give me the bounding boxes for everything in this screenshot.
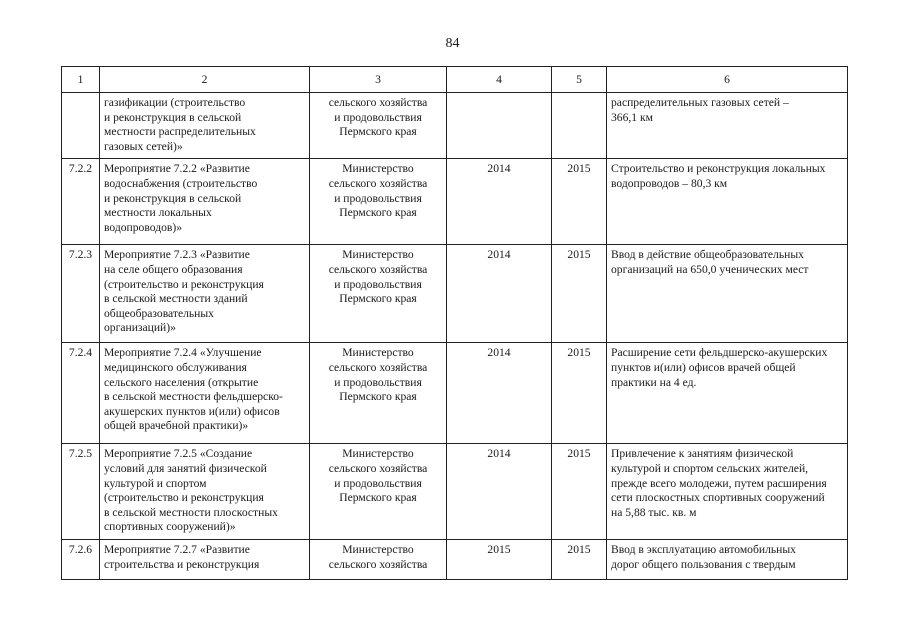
executor-line: Министерство [342, 248, 414, 262]
end-year-cell [552, 93, 607, 159]
executor-cell [310, 343, 447, 444]
expected-result-line: Строительство и реконструкция локальных [611, 162, 826, 176]
end-year-cell: 2015 [552, 159, 607, 245]
executor-cell [310, 245, 447, 343]
activity-name-line: общей врачебной практики)» [104, 419, 249, 433]
column-header: 3 [310, 67, 447, 93]
activity-name-line: общеобразовательных [104, 306, 214, 320]
activity-name-line: Мероприятие 7.2.7 «Развитие [104, 543, 250, 557]
start-year-cell: 2014 [447, 343, 552, 444]
expected-result-line: водопроводов – 80,3 км [611, 176, 728, 190]
activity-name-line: местности распределительных [104, 125, 256, 139]
end-year-cell: 2015 [552, 444, 607, 540]
activity-name-cell [100, 159, 310, 245]
activity-name-cell [100, 444, 310, 540]
activity-name-line: культурой и спортом [104, 476, 207, 490]
executor-line: Министерство [342, 346, 414, 360]
column-header: 2 [100, 67, 310, 93]
activity-name-line: Мероприятие 7.2.5 «Создание [104, 447, 253, 461]
table-row [62, 93, 848, 159]
start-year-cell [447, 93, 552, 159]
expected-result-cell [607, 343, 848, 444]
column-header: 1 [62, 67, 100, 93]
activity-name-line: газовых сетей)» [104, 139, 183, 153]
expected-result-cell [607, 245, 848, 343]
executor-line: Пермского края [339, 292, 417, 306]
page-number: 84 [445, 36, 460, 51]
table-row [62, 444, 848, 540]
activity-name-line: и реконструкция в сельской [104, 191, 242, 205]
executor-cell [310, 159, 447, 245]
activity-name-line: организаций)» [104, 321, 176, 335]
activity-name-line: на селе общего образования [104, 262, 243, 276]
activity-name-line: Мероприятие 7.2.4 «Улучшение [104, 346, 262, 360]
activities-table [61, 66, 848, 580]
activity-name-line: водоснабжения (строительство [104, 176, 258, 190]
expected-result-line: организаций на 650,0 ученических мест [611, 262, 809, 276]
table-row [62, 540, 848, 580]
executor-line: Министерство [342, 543, 414, 557]
executor-line: Пермского края [339, 125, 417, 139]
executor-line: и продовольствия [334, 191, 422, 205]
item-number-cell: 7.2.4 [62, 343, 100, 444]
item-number-cell: 7.2.3 [62, 245, 100, 343]
executor-line: сельского хозяйства [328, 262, 428, 276]
activity-name-line: в сельской местности зданий [104, 292, 248, 306]
start-year-cell: 2014 [447, 159, 552, 245]
item-number-cell [62, 93, 100, 159]
activity-name-cell [100, 245, 310, 343]
activity-name-line: местности локальных [104, 206, 212, 220]
end-year-cell: 2015 [552, 540, 607, 580]
activity-name-line: (строительство и реконструкция [104, 491, 264, 505]
expected-result-line: на 5,88 тыс. кв. м [611, 505, 697, 519]
executor-line: сельского хозяйства [328, 360, 428, 374]
expected-result-line: прежде всего молодежи, путем расширения [611, 476, 827, 490]
activity-name-line: сельского населения (открытие [104, 375, 259, 389]
expected-result-cell [607, 159, 848, 245]
item-number-cell: 7.2.5 [62, 444, 100, 540]
column-header: 6 [607, 67, 848, 93]
activity-name-line: спортивных сооружений)» [104, 520, 236, 534]
table-row [62, 343, 848, 444]
executor-cell [310, 444, 447, 540]
activity-name-line: в сельской местности плоскостных [104, 505, 278, 519]
table-row [62, 159, 848, 245]
expected-result-line: Ввод в действие общеобразовательных [611, 248, 804, 262]
expected-result-line: Ввод в эксплуатацию автомобильных [611, 543, 796, 557]
activity-name-cell [100, 343, 310, 444]
item-number-cell: 7.2.6 [62, 540, 100, 580]
activity-name-line: газификации (строительство [104, 96, 246, 109]
executor-line: Пермского края [339, 206, 417, 220]
expected-result-line: сети плоскостных спортивных сооружений [611, 491, 825, 505]
start-year-cell: 2015 [447, 540, 552, 580]
start-year-cell: 2014 [447, 444, 552, 540]
activity-name-cell [100, 540, 310, 580]
end-year-cell: 2015 [552, 245, 607, 343]
activity-name-line: (строительство и реконструкция [104, 277, 264, 291]
executor-line: сельского хозяйства [328, 96, 428, 109]
expected-result-cell [607, 444, 848, 540]
activity-name-line: акушерских пунктов и(или) офисов [104, 404, 280, 418]
activity-name-line: Мероприятие 7.2.2 «Развитие [104, 162, 250, 176]
executor-line: Пермского края [339, 390, 417, 404]
expected-result-line: дорог общего пользования с твердым [611, 557, 796, 571]
activity-name-line: строительства и реконструкция [104, 557, 260, 571]
expected-result-line: пунктов и(или) офисов врачей общей [611, 360, 796, 374]
table-row [62, 245, 848, 343]
activity-name-cell [100, 93, 310, 159]
expected-result-line: культурой и спортом сельских жителей, [611, 461, 809, 475]
expected-result-cell [607, 93, 848, 159]
expected-result-line: Расширение сети фельдшерско-акушерских [611, 346, 828, 360]
column-header: 5 [552, 67, 607, 93]
activity-name-line: Мероприятие 7.2.3 «Развитие [104, 248, 250, 262]
table-body [62, 93, 848, 580]
item-number-cell: 7.2.2 [62, 159, 100, 245]
executor-line: и продовольствия [334, 375, 422, 389]
activity-name-line: и реконструкция в сельской [104, 110, 242, 124]
executor-line: и продовольствия [334, 277, 422, 291]
start-year-cell: 2014 [447, 245, 552, 343]
expected-result-line: практики на 4 ед. [611, 375, 697, 389]
executor-line: сельского хозяйства [328, 557, 428, 571]
executor-line: сельского хозяйства [328, 176, 428, 190]
column-number-row [62, 67, 848, 93]
activity-name-line: медицинского обслуживания [104, 360, 247, 374]
executor-cell [310, 540, 447, 580]
activity-name-line: в сельской местности фельдшерско- [104, 390, 283, 404]
expected-result-line: Привлечение к занятиям физической [611, 447, 794, 461]
activity-name-line: условий для занятий физической [104, 461, 267, 475]
executor-line: и продовольствия [334, 476, 422, 490]
executor-line: Министерство [342, 447, 414, 461]
executor-cell [310, 93, 447, 159]
column-header: 4 [447, 67, 552, 93]
executor-line: Пермского края [339, 491, 417, 505]
executor-line: и продовольствия [334, 110, 422, 124]
end-year-cell: 2015 [552, 343, 607, 444]
executor-line: Министерство [342, 162, 414, 176]
expected-result-line: распределительных газовых сетей – [611, 96, 789, 109]
executor-line: сельского хозяйства [328, 461, 428, 475]
activity-name-line: водопроводов)» [104, 220, 183, 234]
expected-result-cell [607, 540, 848, 580]
expected-result-line: 366,1 км [611, 110, 653, 124]
